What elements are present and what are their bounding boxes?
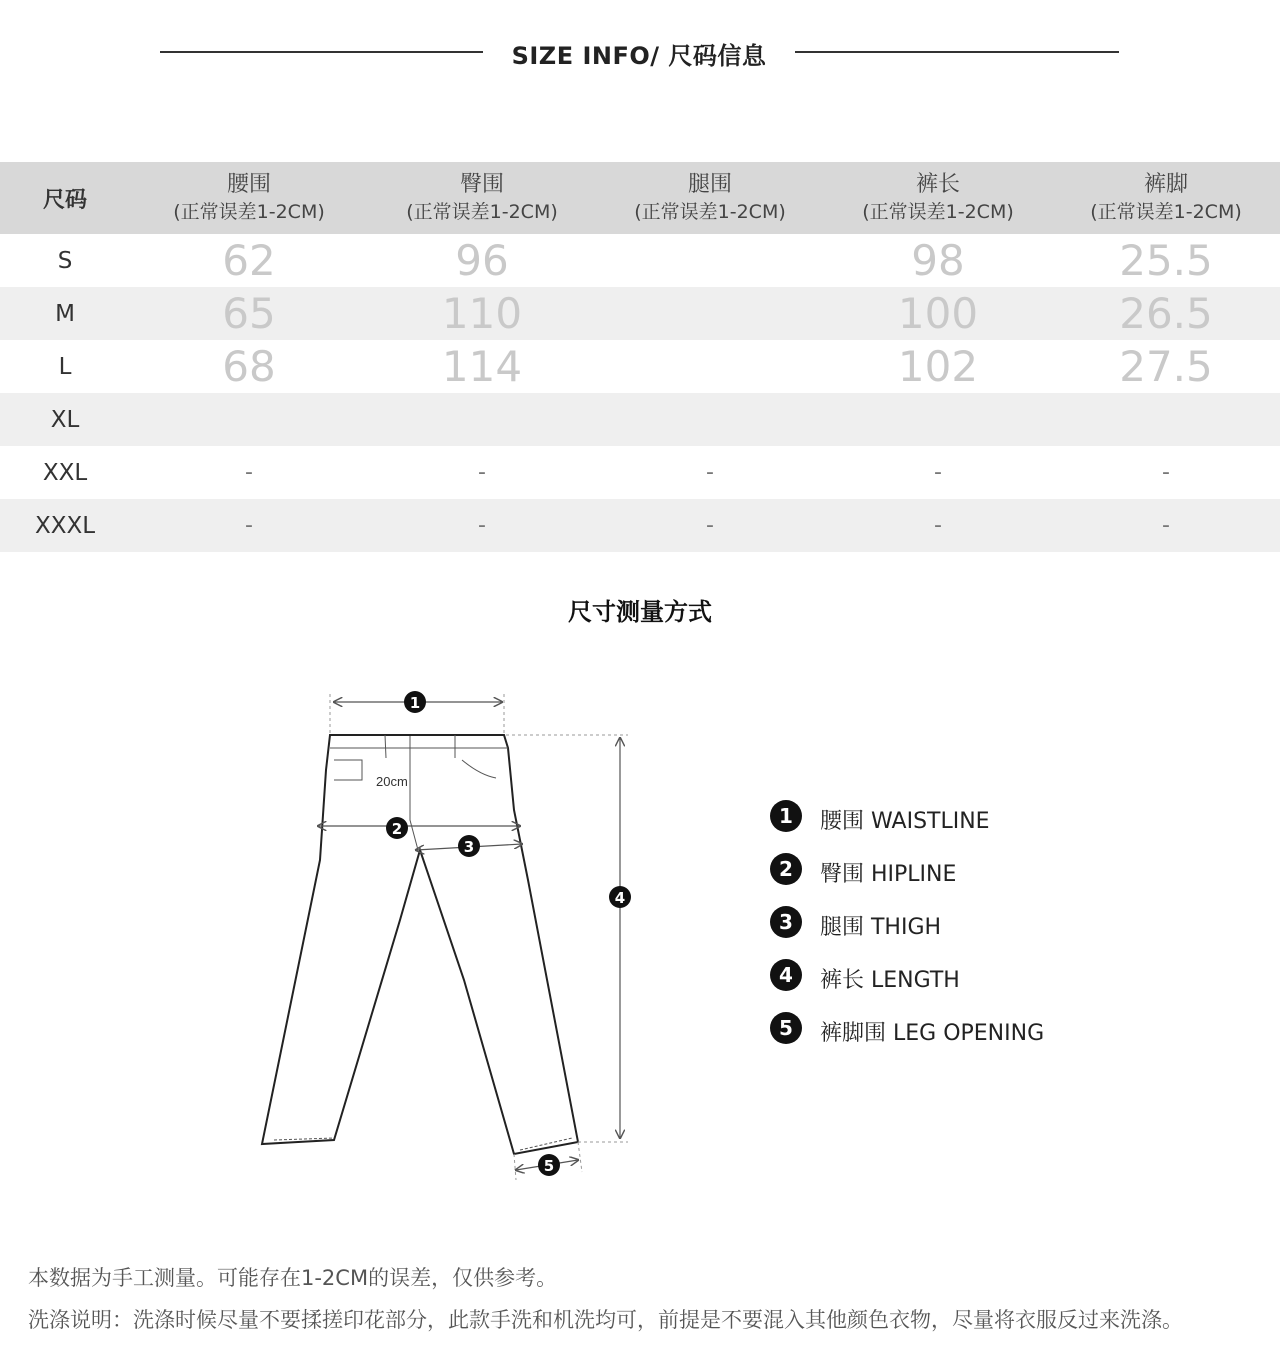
- table-row: [0, 499, 1280, 552]
- legend-number-badge: 5: [770, 1012, 802, 1044]
- page-title: SIZE INFO/ 尺码信息: [511, 42, 767, 70]
- marker-3-label: 3: [463, 838, 475, 856]
- cell-length: 98: [911, 236, 965, 285]
- cell-thigh: [596, 287, 824, 340]
- marker-4-label: 4: [614, 889, 626, 907]
- header-waist: [130, 162, 368, 234]
- table-row: [0, 340, 1280, 393]
- rise-measure-label: 20cm: [376, 774, 408, 789]
- washing-instructions: 洗涤说明：洗涤时候尽量不要揉搓印花部分，此款手洗和机洗均可，前提是不要混入其他颜色衣物，尽量将衣服反过来洗涤。: [28, 1308, 1183, 1332]
- header-thigh: [596, 162, 824, 234]
- table-row: [0, 393, 1280, 446]
- marker-5-label: 5: [543, 1157, 555, 1175]
- cell-hip: 96: [455, 236, 509, 285]
- title-divider-left: [160, 51, 483, 53]
- marker-1: [404, 691, 426, 713]
- legend-label: 腿围 THIGH: [820, 915, 942, 940]
- cell-leg-opening: -: [1052, 499, 1280, 552]
- row-size: XL: [0, 393, 130, 446]
- row-size: XXXL: [0, 499, 130, 552]
- cell-leg-opening: 25.5: [1119, 236, 1213, 285]
- marker-2-label: 2: [391, 820, 403, 838]
- cell-hip: -: [368, 499, 596, 552]
- table-row: [0, 234, 1280, 287]
- header-note: (正常误差1-2CM): [1090, 201, 1242, 223]
- size-table: [0, 162, 1280, 552]
- legend-label: 裤长 LENGTH: [820, 968, 960, 993]
- pants-diagram: [250, 680, 650, 1200]
- header-note: (正常误差1-2CM): [862, 201, 1014, 223]
- cell-waist: 62: [222, 236, 276, 285]
- legend-label: 腰围 WAISTLINE: [820, 809, 990, 834]
- cell-thigh: [596, 340, 824, 393]
- cell-length: 102: [897, 342, 979, 391]
- cell-waist: [130, 393, 368, 446]
- cell-waist: -: [130, 499, 368, 552]
- marker-5: [538, 1154, 560, 1176]
- title-divider-right: [795, 51, 1119, 53]
- measurement-title: 尺寸测量方式: [568, 598, 712, 626]
- header-leg-opening: [1052, 162, 1280, 234]
- header-note: (正常误差1-2CM): [173, 201, 325, 223]
- cell-thigh: [596, 393, 824, 446]
- section-title-row: [0, 30, 1280, 74]
- header-label: 腿围: [687, 172, 732, 197]
- legend-number-badge: 4: [770, 959, 802, 991]
- row-size: M: [0, 287, 130, 340]
- cell-hip: -: [478, 460, 486, 485]
- marker-1-label: 1: [409, 694, 421, 712]
- cell-hip: [368, 393, 596, 446]
- cell-length: -: [824, 499, 1052, 552]
- cell-thigh: -: [706, 460, 714, 485]
- header-length: [824, 162, 1052, 234]
- cell-waist: 65: [130, 287, 368, 340]
- header-note: (正常误差1-2CM): [406, 201, 558, 223]
- cell-thigh: [596, 234, 824, 287]
- legend-label: 臀围 HIPLINE: [820, 862, 957, 887]
- legend-number-badge: 3: [770, 906, 802, 938]
- header-hip: [368, 162, 596, 234]
- cell-leg-opening: 27.5: [1119, 342, 1213, 391]
- legend-number-badge: 1: [770, 800, 802, 832]
- cell-leg-opening: [1052, 393, 1280, 446]
- row-size: L: [58, 353, 72, 380]
- header-note: (正常误差1-2CM): [634, 201, 786, 223]
- table-row: [0, 446, 1280, 499]
- header-label: 裤脚: [1143, 172, 1188, 197]
- header-size: 尺码: [0, 162, 130, 234]
- cell-waist: -: [245, 460, 253, 485]
- cell-length: [824, 393, 1052, 446]
- legend-number-badge: 2: [770, 853, 802, 885]
- header-label: 裤长: [915, 172, 960, 197]
- header-label: 臀围: [459, 172, 504, 197]
- legend-label: 裤脚围 LEG OPENING: [820, 1021, 1045, 1046]
- cell-leg-opening: -: [1162, 460, 1170, 485]
- cell-waist: 68: [222, 342, 276, 391]
- measurement-disclaimer: 本数据为手工测量。可能存在1-2CM的误差，仅供参考。: [28, 1266, 558, 1290]
- cell-hip: 114: [441, 342, 523, 391]
- marker-4: [609, 886, 631, 908]
- marker-2: [386, 817, 408, 839]
- marker-3: [458, 835, 480, 857]
- pants-outline: [262, 735, 578, 1154]
- row-size: S: [57, 247, 73, 274]
- header-label: 腰围: [226, 172, 271, 197]
- cell-length: 100: [824, 287, 1052, 340]
- size-table-header: [0, 162, 1280, 234]
- cell-leg-opening: 26.5: [1052, 287, 1280, 340]
- cell-thigh: -: [596, 499, 824, 552]
- cell-length: -: [934, 460, 942, 485]
- cell-hip: 110: [368, 287, 596, 340]
- row-size: XXL: [42, 459, 88, 486]
- table-row: [0, 287, 1280, 340]
